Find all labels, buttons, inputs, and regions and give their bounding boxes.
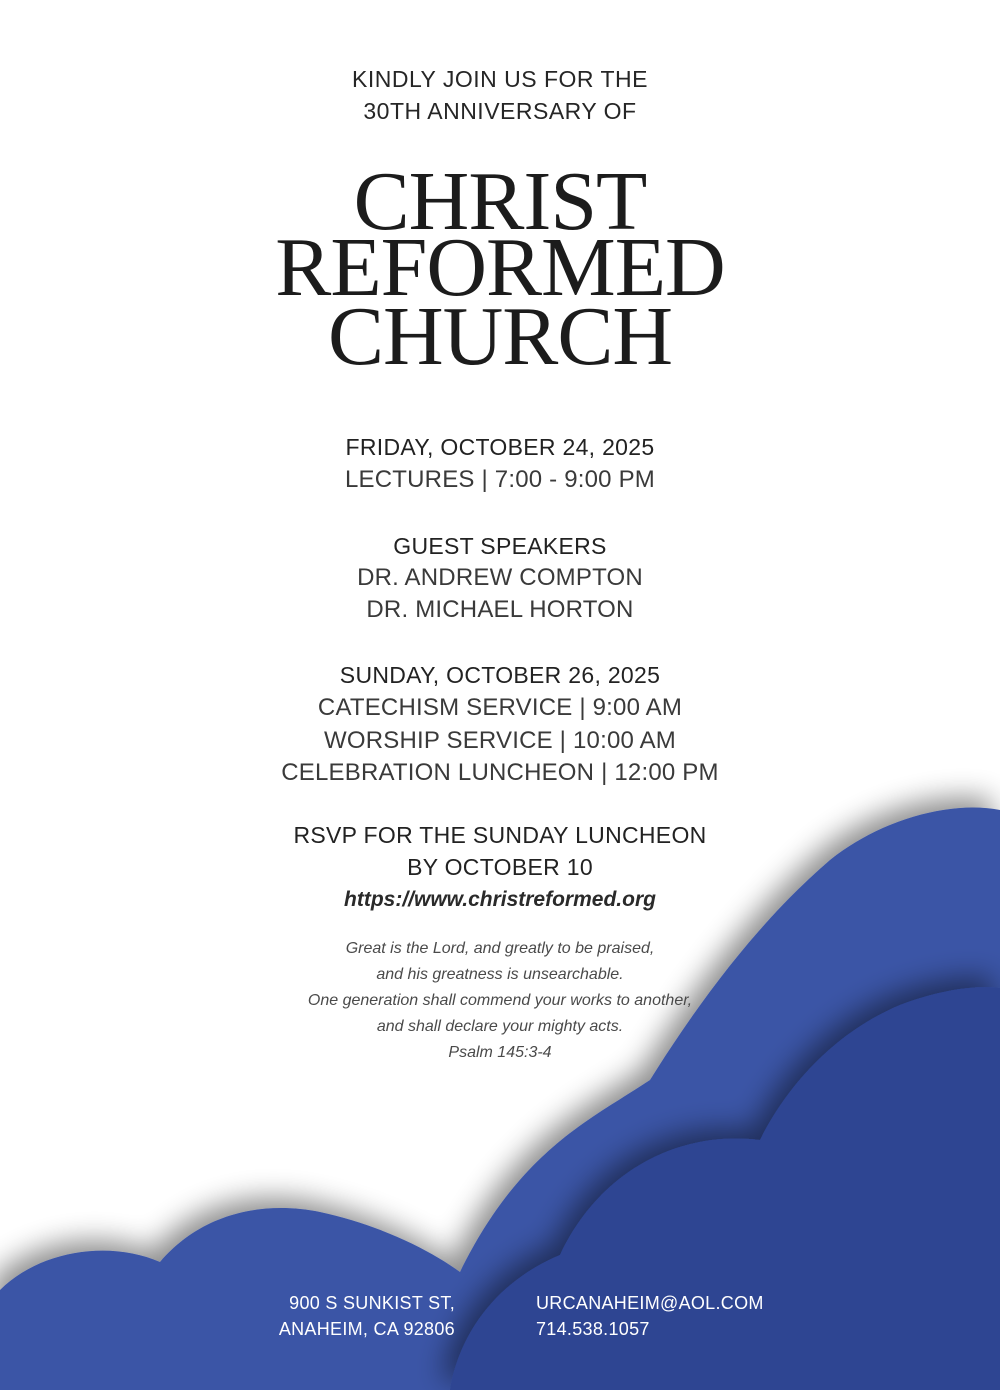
verse-line: and his greatness is unsearchable. [376,966,624,983]
church-name-line-3: CHURCH [327,290,673,383]
rsvp-line-1: RSVP FOR THE SUNDAY LUNCHEON [293,822,707,848]
address-line-1: 900 S SUNKIST ST, [289,1293,455,1313]
website-link[interactable]: https://www.christreformed.org [344,888,656,911]
address-line-2: ANAHEIM, CA 92806 [278,1319,455,1339]
verse-line: and shall declare your mighty acts. [376,1018,624,1035]
friday-lectures: LECTURES | 7:00 - 9:00 PM [344,466,655,493]
speaker-name: DR. MICHAEL HORTON [366,596,634,623]
friday-date: FRIDAY, OCTOBER 24, 2025 [345,434,655,460]
sunday-event: WORSHIP SERVICE | 10:00 AM [323,727,676,754]
church-name-line-1: CHRIST [353,155,647,248]
verse-line: Great is the Lord, and greatly to be praised, [345,940,655,957]
rsvp-line-2: BY OCTOBER 10 [407,854,593,880]
intro-line-2: 30TH ANNIVERSARY OF [363,98,637,124]
sunday-event: CELEBRATION LUNCHEON | 12:00 PM [281,759,719,786]
sunday-date: SUNDAY, OCTOBER 26, 2025 [339,662,661,688]
contact-block [536,1290,836,1342]
phone-number[interactable]: 714.538.1057 [536,1319,650,1339]
email-link[interactable]: URCANAHEIM@AOL.COM [536,1293,764,1313]
intro-line-1: KINDLY JOIN US FOR THE [352,66,648,92]
verse-line: One generation shall commend your works to another, [307,992,693,1009]
speaker-name: DR. ANDREW COMPTON [357,564,643,591]
verse-reference: Psalm 145:3-4 [448,1044,552,1061]
address-block [240,1290,455,1342]
speakers-heading: GUEST SPEAKERS [393,533,607,559]
church-name-line-2: REFORMED [275,221,725,314]
sunday-event: CATECHISM SERVICE | 9:00 AM [317,694,683,721]
